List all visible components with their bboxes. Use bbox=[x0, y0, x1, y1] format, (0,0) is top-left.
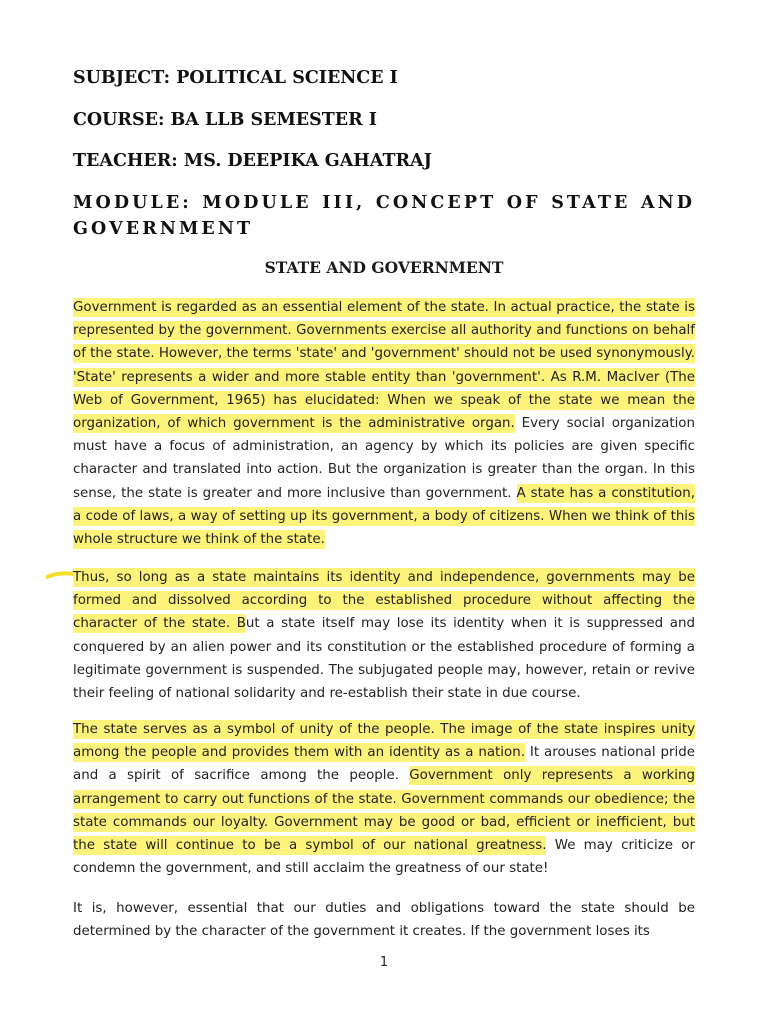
highlighted-text: Government only represents a working arrangement to carry out functions of the state. Government commands our obedience; the state commands our loyalty. Government may be good or bad, efficient or inefficient, but the state will continue to be a symbol of our national greatness. bbox=[73, 768, 695, 854]
teacher-heading: TEACHER: MS. DEEPIKA GAHATRAJ bbox=[73, 151, 432, 171]
highlighted-text: A state has a constitution, a code of laws, a way of setting up its government, a body of citizens. When we think of this whole structure we think of the state. bbox=[73, 485, 695, 548]
body-text: It arouses national pride and a spirit of sacrifice among the people. bbox=[73, 745, 695, 784]
course-heading: COURSE: BA LLB SEMESTER I bbox=[73, 110, 377, 130]
paragraph-3 bbox=[73, 718, 695, 880]
module-heading: MODULE: MODULE III, CONCEPT OF STATE AND GOVERNMENT bbox=[73, 193, 695, 239]
body-text: ut a state itself may lose its identity when it is suppressed and conquered by an alien power and its constitution or the established procedure of forming a legitimate government is suspended. The subjugated people may, however, retain or revive their feeling of national solidarity and re-establish their state in due course. bbox=[73, 616, 695, 702]
body-text: It is, however, essential that our duties and obligations toward the state should be determined by the character of the government it creates. If the government loses its bbox=[73, 901, 695, 940]
paragraph-4 bbox=[73, 897, 695, 943]
body-text: Every social organization must have a focus of administration, an agency by which its policies are given specific character and translated into action. But the organization is greater than the organ. In this sense, the state is greater and more inclusive than government. bbox=[73, 416, 695, 501]
highlighted-text: s R.M. MacIver (The Web of Government, 1965) has elucidated: When we speak of the state we mean the organization, of which government is the administrative organ. bbox=[73, 369, 695, 432]
highlighted-text: The state serves as a symbol of unity of the people. The image of the state inspires unity among the people and provides them with an identity as a nation. bbox=[73, 722, 695, 761]
section-title: STATE AND GOVERNMENT bbox=[264, 258, 504, 277]
highlighted-text: Government is regarded as an essential element of the state. In actual practice, the state is represented by the government. Governments exercise all authority and functions on behalf of the state. However, the terms 'state' and 'government' should not be used synonymously. 'State' represents a wider and more stable entity than 'government'. A bbox=[73, 300, 695, 385]
pen-mark-icon bbox=[46, 570, 76, 580]
subject-heading: SUBJECT: POLITICAL SCIENCE I bbox=[73, 68, 398, 88]
paragraph-1 bbox=[73, 296, 695, 551]
highlighted-text: Thus, so long as a state maintains its identity and independence, governments may be formed and dissolved according to the established procedure without affecting the character of the state. B bbox=[73, 570, 695, 632]
page-number: 1 bbox=[379, 955, 389, 970]
paragraph-2 bbox=[73, 566, 695, 705]
body-text: We may criticize or condemn the government, and still acclaim the greatness of our state! bbox=[73, 838, 695, 877]
